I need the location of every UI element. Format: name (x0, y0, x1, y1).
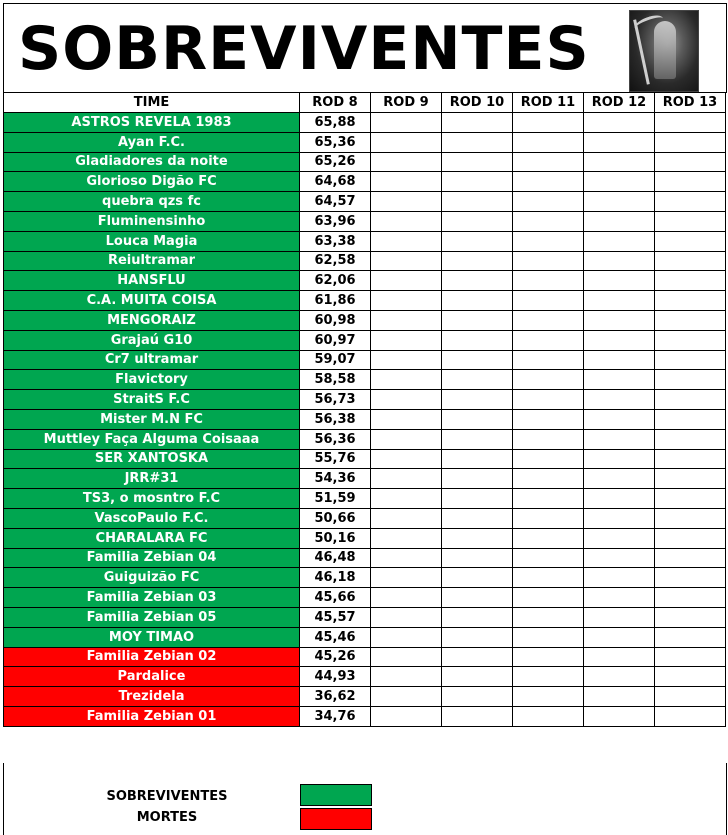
team-name-cell[interactable]: Familia Zebian 05 (4, 607, 300, 627)
rod9-empty-cell[interactable] (371, 113, 442, 133)
rod10-empty-cell[interactable] (442, 211, 513, 231)
rod12-empty-cell[interactable] (584, 113, 655, 133)
rod13-empty-cell[interactable] (655, 548, 726, 568)
rod8-score-cell[interactable]: 46,48 (300, 548, 371, 568)
rod9-empty-cell[interactable] (371, 152, 442, 172)
team-name-cell[interactable]: MENGORAIZ (4, 310, 300, 330)
rod8-score-cell[interactable]: 59,07 (300, 350, 371, 370)
rod8-score-cell[interactable]: 55,76 (300, 449, 371, 469)
rod10-empty-cell[interactable] (442, 568, 513, 588)
col-header-rod11: ROD 11 (513, 93, 584, 113)
rod9-empty-cell[interactable] (371, 687, 442, 707)
col-header-rod10: ROD 10 (442, 93, 513, 113)
rod10-empty-cell[interactable] (442, 469, 513, 489)
rod10-empty-cell[interactable] (442, 627, 513, 647)
rod13-empty-cell[interactable] (655, 647, 726, 667)
rod12-empty-cell[interactable] (584, 449, 655, 469)
rod10-empty-cell[interactable] (442, 508, 513, 528)
rod11-empty-cell[interactable] (513, 607, 584, 627)
rod9-empty-cell[interactable] (371, 489, 442, 509)
rod12-empty-cell[interactable] (584, 172, 655, 192)
table-row (4, 588, 726, 608)
table-row (4, 548, 726, 568)
rod11-empty-cell[interactable] (513, 627, 584, 647)
rod13-empty-cell[interactable] (655, 627, 726, 647)
rod12-empty-cell[interactable] (584, 152, 655, 172)
rod11-empty-cell[interactable] (513, 152, 584, 172)
rod11-empty-cell[interactable] (513, 172, 584, 192)
rod13-empty-cell[interactable] (655, 429, 726, 449)
team-name-cell[interactable]: Muttley Faça Alguma Coisaaa (4, 429, 300, 449)
rod11-empty-cell[interactable] (513, 192, 584, 212)
rod8-score-cell[interactable]: 45,57 (300, 607, 371, 627)
table-row (4, 310, 726, 330)
rod13-empty-cell[interactable] (655, 508, 726, 528)
table-row (4, 192, 726, 212)
rod11-empty-cell[interactable] (513, 113, 584, 133)
rod8-score-cell[interactable]: 61,86 (300, 291, 371, 311)
rod9-empty-cell[interactable] (371, 607, 442, 627)
table-row (4, 508, 726, 528)
rod11-empty-cell[interactable] (513, 508, 584, 528)
rod11-empty-cell[interactable] (513, 330, 584, 350)
rod13-empty-cell[interactable] (655, 409, 726, 429)
rod11-empty-cell[interactable] (513, 390, 584, 410)
rod10-empty-cell[interactable] (442, 231, 513, 251)
team-name-cell[interactable]: Grajaú G10 (4, 330, 300, 350)
rod12-empty-cell[interactable] (584, 548, 655, 568)
rod13-empty-cell[interactable] (655, 687, 726, 707)
page-title: SOBREVIVENTES (18, 14, 590, 84)
rod10-empty-cell[interactable] (442, 449, 513, 469)
team-name-cell[interactable]: Familia Zebian 03 (4, 588, 300, 608)
team-name-cell[interactable]: Mister M.N FC (4, 409, 300, 429)
team-name-cell[interactable]: CHARALARA FC (4, 528, 300, 548)
table-row (4, 489, 726, 509)
rod10-empty-cell[interactable] (442, 192, 513, 212)
rod8-score-cell[interactable]: 51,59 (300, 489, 371, 509)
rod10-empty-cell[interactable] (442, 310, 513, 330)
rod10-empty-cell[interactable] (442, 548, 513, 568)
table-row (4, 350, 726, 370)
rod13-empty-cell[interactable] (655, 192, 726, 212)
table-row (4, 528, 726, 548)
rod8-score-cell[interactable]: 56,73 (300, 390, 371, 410)
rod9-empty-cell[interactable] (371, 390, 442, 410)
team-name-cell[interactable]: Fluminensinho (4, 211, 300, 231)
rod12-empty-cell[interactable] (584, 706, 655, 726)
rod12-empty-cell[interactable] (584, 370, 655, 390)
rod10-empty-cell[interactable] (442, 152, 513, 172)
rod12-empty-cell[interactable] (584, 132, 655, 152)
rod13-empty-cell[interactable] (655, 667, 726, 687)
team-name-cell[interactable]: Glorioso Digão FC (4, 172, 300, 192)
rod11-empty-cell[interactable] (513, 528, 584, 548)
rod12-empty-cell[interactable] (584, 489, 655, 509)
rod8-score-cell[interactable]: 54,36 (300, 469, 371, 489)
rod13-empty-cell[interactable] (655, 706, 726, 726)
rod13-empty-cell[interactable] (655, 152, 726, 172)
rod8-score-cell[interactable]: 65,26 (300, 152, 371, 172)
rod10-empty-cell[interactable] (442, 291, 513, 311)
legend-label-deaths: MORTES (136, 810, 198, 825)
rod8-score-cell[interactable]: 62,06 (300, 271, 371, 291)
rod11-empty-cell[interactable] (513, 310, 584, 330)
table-row (4, 330, 726, 350)
rod12-empty-cell[interactable] (584, 607, 655, 627)
rod9-empty-cell[interactable] (371, 568, 442, 588)
rod13-empty-cell[interactable] (655, 291, 726, 311)
team-name-cell[interactable]: Familia Zebian 02 (4, 647, 300, 667)
table-row (4, 152, 726, 172)
team-name-cell[interactable]: C.A. MUITA COISA (4, 291, 300, 311)
col-header-time: TIME (4, 93, 300, 113)
rod10-empty-cell[interactable] (442, 271, 513, 291)
team-name-cell[interactable]: Flavictory (4, 370, 300, 390)
rod13-empty-cell[interactable] (655, 172, 726, 192)
rod10-empty-cell[interactable] (442, 588, 513, 608)
rod13-empty-cell[interactable] (655, 113, 726, 133)
team-name-cell[interactable]: SER XANTOSKA (4, 449, 300, 469)
rod11-empty-cell[interactable] (513, 667, 584, 687)
rod13-empty-cell[interactable] (655, 350, 726, 370)
rod10-empty-cell[interactable] (442, 706, 513, 726)
rod11-empty-cell[interactable] (513, 409, 584, 429)
rod8-score-cell[interactable]: 56,36 (300, 429, 371, 449)
team-name-cell[interactable]: Trezidela (4, 687, 300, 707)
rod12-empty-cell[interactable] (584, 667, 655, 687)
table-row (4, 390, 726, 410)
table-row (4, 429, 726, 449)
rod11-empty-cell[interactable] (513, 568, 584, 588)
rod8-score-cell[interactable]: 44,93 (300, 667, 371, 687)
header (3, 3, 727, 93)
rod13-empty-cell[interactable] (655, 390, 726, 410)
rod9-empty-cell[interactable] (371, 528, 442, 548)
rod9-empty-cell[interactable] (371, 469, 442, 489)
rod10-empty-cell[interactable] (442, 489, 513, 509)
legend-swatch-survivors (300, 784, 372, 806)
rod9-empty-cell[interactable] (371, 330, 442, 350)
rod8-score-cell[interactable]: 62,58 (300, 251, 371, 271)
rod11-empty-cell[interactable] (513, 211, 584, 231)
team-name-cell[interactable]: StraitS F.C (4, 390, 300, 410)
table-row (4, 568, 726, 588)
rod10-empty-cell[interactable] (442, 172, 513, 192)
rod9-empty-cell[interactable] (371, 251, 442, 271)
rod8-score-cell[interactable]: 65,36 (300, 132, 371, 152)
legend-label-survivors: SOBREVIVENTES (106, 789, 228, 804)
rod10-empty-cell[interactable] (442, 370, 513, 390)
rod9-empty-cell[interactable] (371, 627, 442, 647)
team-name-cell[interactable]: Cr7 ultramar (4, 350, 300, 370)
rod11-empty-cell[interactable] (513, 469, 584, 489)
rod12-empty-cell[interactable] (584, 291, 655, 311)
rod11-empty-cell[interactable] (513, 588, 584, 608)
rod12-empty-cell[interactable] (584, 568, 655, 588)
team-name-cell[interactable]: Ayan F.C. (4, 132, 300, 152)
legend-swatch-deaths (300, 808, 372, 830)
rod13-empty-cell[interactable] (655, 231, 726, 251)
rod9-empty-cell[interactable] (371, 192, 442, 212)
team-name-cell[interactable]: Gladiadores da noite (4, 152, 300, 172)
rod12-empty-cell[interactable] (584, 409, 655, 429)
team-name-cell[interactable]: Familia Zebian 04 (4, 548, 300, 568)
rod12-empty-cell[interactable] (584, 528, 655, 548)
rod13-empty-cell[interactable] (655, 528, 726, 548)
rod8-score-cell[interactable]: 64,68 (300, 172, 371, 192)
rod10-empty-cell[interactable] (442, 350, 513, 370)
rod12-empty-cell[interactable] (584, 687, 655, 707)
rod12-empty-cell[interactable] (584, 330, 655, 350)
rod11-empty-cell[interactable] (513, 231, 584, 251)
rod11-empty-cell[interactable] (513, 429, 584, 449)
table-row (4, 172, 726, 192)
rod9-empty-cell[interactable] (371, 211, 442, 231)
rod9-empty-cell[interactable] (371, 370, 442, 390)
rod11-empty-cell[interactable] (513, 370, 584, 390)
rod10-empty-cell[interactable] (442, 687, 513, 707)
rod12-empty-cell[interactable] (584, 627, 655, 647)
rod9-empty-cell[interactable] (371, 449, 442, 469)
rod9-empty-cell[interactable] (371, 429, 442, 449)
rod13-empty-cell[interactable] (655, 132, 726, 152)
table-row (4, 667, 726, 687)
rod8-score-cell[interactable]: 58,58 (300, 370, 371, 390)
rod12-empty-cell[interactable] (584, 192, 655, 212)
rod13-empty-cell[interactable] (655, 251, 726, 271)
rod13-empty-cell[interactable] (655, 271, 726, 291)
rod11-empty-cell[interactable] (513, 449, 584, 469)
rod8-score-cell[interactable]: 60,97 (300, 330, 371, 350)
table-row (4, 607, 726, 627)
team-name-cell[interactable]: Guiguizão FC (4, 568, 300, 588)
rod11-empty-cell[interactable] (513, 132, 584, 152)
rod8-score-cell[interactable]: 34,76 (300, 706, 371, 726)
team-name-cell[interactable]: VascoPaulo F.C. (4, 508, 300, 528)
rod12-empty-cell[interactable] (584, 310, 655, 330)
rod9-empty-cell[interactable] (371, 350, 442, 370)
rod9-empty-cell[interactable] (371, 271, 442, 291)
rod12-empty-cell[interactable] (584, 350, 655, 370)
team-name-cell[interactable]: Reiultramar (4, 251, 300, 271)
team-name-cell[interactable]: ASTROS REVELA 1983 (4, 113, 300, 133)
team-name-cell[interactable]: JRR#31 (4, 469, 300, 489)
rod12-empty-cell[interactable] (584, 390, 655, 410)
rod10-empty-cell[interactable] (442, 528, 513, 548)
rod10-empty-cell[interactable] (442, 607, 513, 627)
rod9-empty-cell[interactable] (371, 706, 442, 726)
team-name-cell[interactable]: quebra qzs fc (4, 192, 300, 212)
team-name-cell[interactable]: Familia Zebian 01 (4, 706, 300, 726)
table-row (4, 291, 726, 311)
rod12-empty-cell[interactable] (584, 469, 655, 489)
rod8-score-cell[interactable]: 50,16 (300, 528, 371, 548)
table-row (4, 211, 726, 231)
rod12-empty-cell[interactable] (584, 231, 655, 251)
rod9-empty-cell[interactable] (371, 132, 442, 152)
rod13-empty-cell[interactable] (655, 489, 726, 509)
rod11-empty-cell[interactable] (513, 687, 584, 707)
team-name-cell[interactable]: TS3, o mosntro F.C (4, 489, 300, 509)
table-row (4, 627, 726, 647)
rod9-empty-cell[interactable] (371, 647, 442, 667)
rod12-empty-cell[interactable] (584, 251, 655, 271)
rod10-empty-cell[interactable] (442, 330, 513, 350)
team-name-cell[interactable]: Pardalice (4, 667, 300, 687)
table-row (4, 271, 726, 291)
rod8-score-cell[interactable]: 56,38 (300, 409, 371, 429)
rod8-score-cell[interactable]: 45,46 (300, 627, 371, 647)
rod8-score-cell[interactable]: 63,96 (300, 211, 371, 231)
rod12-empty-cell[interactable] (584, 211, 655, 231)
rod13-empty-cell[interactable] (655, 330, 726, 350)
rod11-empty-cell[interactable] (513, 350, 584, 370)
rod12-empty-cell[interactable] (584, 271, 655, 291)
rod8-score-cell[interactable]: 64,57 (300, 192, 371, 212)
rod11-empty-cell[interactable] (513, 271, 584, 291)
rod9-empty-cell[interactable] (371, 508, 442, 528)
rod9-empty-cell[interactable] (371, 667, 442, 687)
rod11-empty-cell[interactable] (513, 489, 584, 509)
team-name-cell[interactable]: MOY TIMAO (4, 627, 300, 647)
col-header-rod8: ROD 8 (300, 93, 371, 113)
rod11-empty-cell[interactable] (513, 251, 584, 271)
rod8-score-cell[interactable]: 63,38 (300, 231, 371, 251)
rod9-empty-cell[interactable] (371, 548, 442, 568)
rod8-score-cell[interactable]: 45,26 (300, 647, 371, 667)
table-row (4, 231, 726, 251)
rod13-empty-cell[interactable] (655, 310, 726, 330)
rod9-empty-cell[interactable] (371, 231, 442, 251)
col-header-rod13: ROD 13 (655, 93, 726, 113)
team-name-cell[interactable]: Louca Magia (4, 231, 300, 251)
rod11-empty-cell[interactable] (513, 548, 584, 568)
table-row (4, 370, 726, 390)
table-row (4, 132, 726, 152)
rod10-empty-cell[interactable] (442, 132, 513, 152)
table-row (4, 469, 726, 489)
rod12-empty-cell[interactable] (584, 508, 655, 528)
rod13-empty-cell[interactable] (655, 211, 726, 231)
rod9-empty-cell[interactable] (371, 310, 442, 330)
rod11-empty-cell[interactable] (513, 291, 584, 311)
rod12-empty-cell[interactable] (584, 588, 655, 608)
rod11-empty-cell[interactable] (513, 647, 584, 667)
rod10-empty-cell[interactable] (442, 113, 513, 133)
table-row (4, 251, 726, 271)
rod9-empty-cell[interactable] (371, 409, 442, 429)
rod8-score-cell[interactable]: 36,62 (300, 687, 371, 707)
table-row (4, 647, 726, 667)
rod9-empty-cell[interactable] (371, 172, 442, 192)
rod12-empty-cell[interactable] (584, 647, 655, 667)
standings-table (3, 92, 726, 727)
rod10-empty-cell[interactable] (442, 429, 513, 449)
rod9-empty-cell[interactable] (371, 291, 442, 311)
rod13-empty-cell[interactable] (655, 469, 726, 489)
legend (3, 763, 727, 835)
rod10-empty-cell[interactable] (442, 251, 513, 271)
rod8-score-cell[interactable]: 60,98 (300, 310, 371, 330)
table-row (4, 706, 726, 726)
col-header-rod12: ROD 12 (584, 93, 655, 113)
rod13-empty-cell[interactable] (655, 588, 726, 608)
rod8-score-cell[interactable]: 46,18 (300, 568, 371, 588)
rod10-empty-cell[interactable] (442, 390, 513, 410)
rod11-empty-cell[interactable] (513, 706, 584, 726)
rod10-empty-cell[interactable] (442, 667, 513, 687)
rod10-empty-cell[interactable] (442, 409, 513, 429)
rod9-empty-cell[interactable] (371, 588, 442, 608)
team-name-cell[interactable]: HANSFLU (4, 271, 300, 291)
grim-reaper-icon (629, 10, 699, 92)
table-header-row (4, 93, 726, 113)
rod13-empty-cell[interactable] (655, 370, 726, 390)
rod12-empty-cell[interactable] (584, 429, 655, 449)
table-row (4, 687, 726, 707)
rod10-empty-cell[interactable] (442, 647, 513, 667)
rod8-score-cell[interactable]: 65,88 (300, 113, 371, 133)
rod13-empty-cell[interactable] (655, 568, 726, 588)
table-row (4, 409, 726, 429)
rod13-empty-cell[interactable] (655, 449, 726, 469)
rod13-empty-cell[interactable] (655, 607, 726, 627)
table-row (4, 113, 726, 133)
rod8-score-cell[interactable]: 50,66 (300, 508, 371, 528)
table-body (4, 113, 726, 727)
col-header-rod9: ROD 9 (371, 93, 442, 113)
table-row (4, 449, 726, 469)
rod8-score-cell[interactable]: 45,66 (300, 588, 371, 608)
